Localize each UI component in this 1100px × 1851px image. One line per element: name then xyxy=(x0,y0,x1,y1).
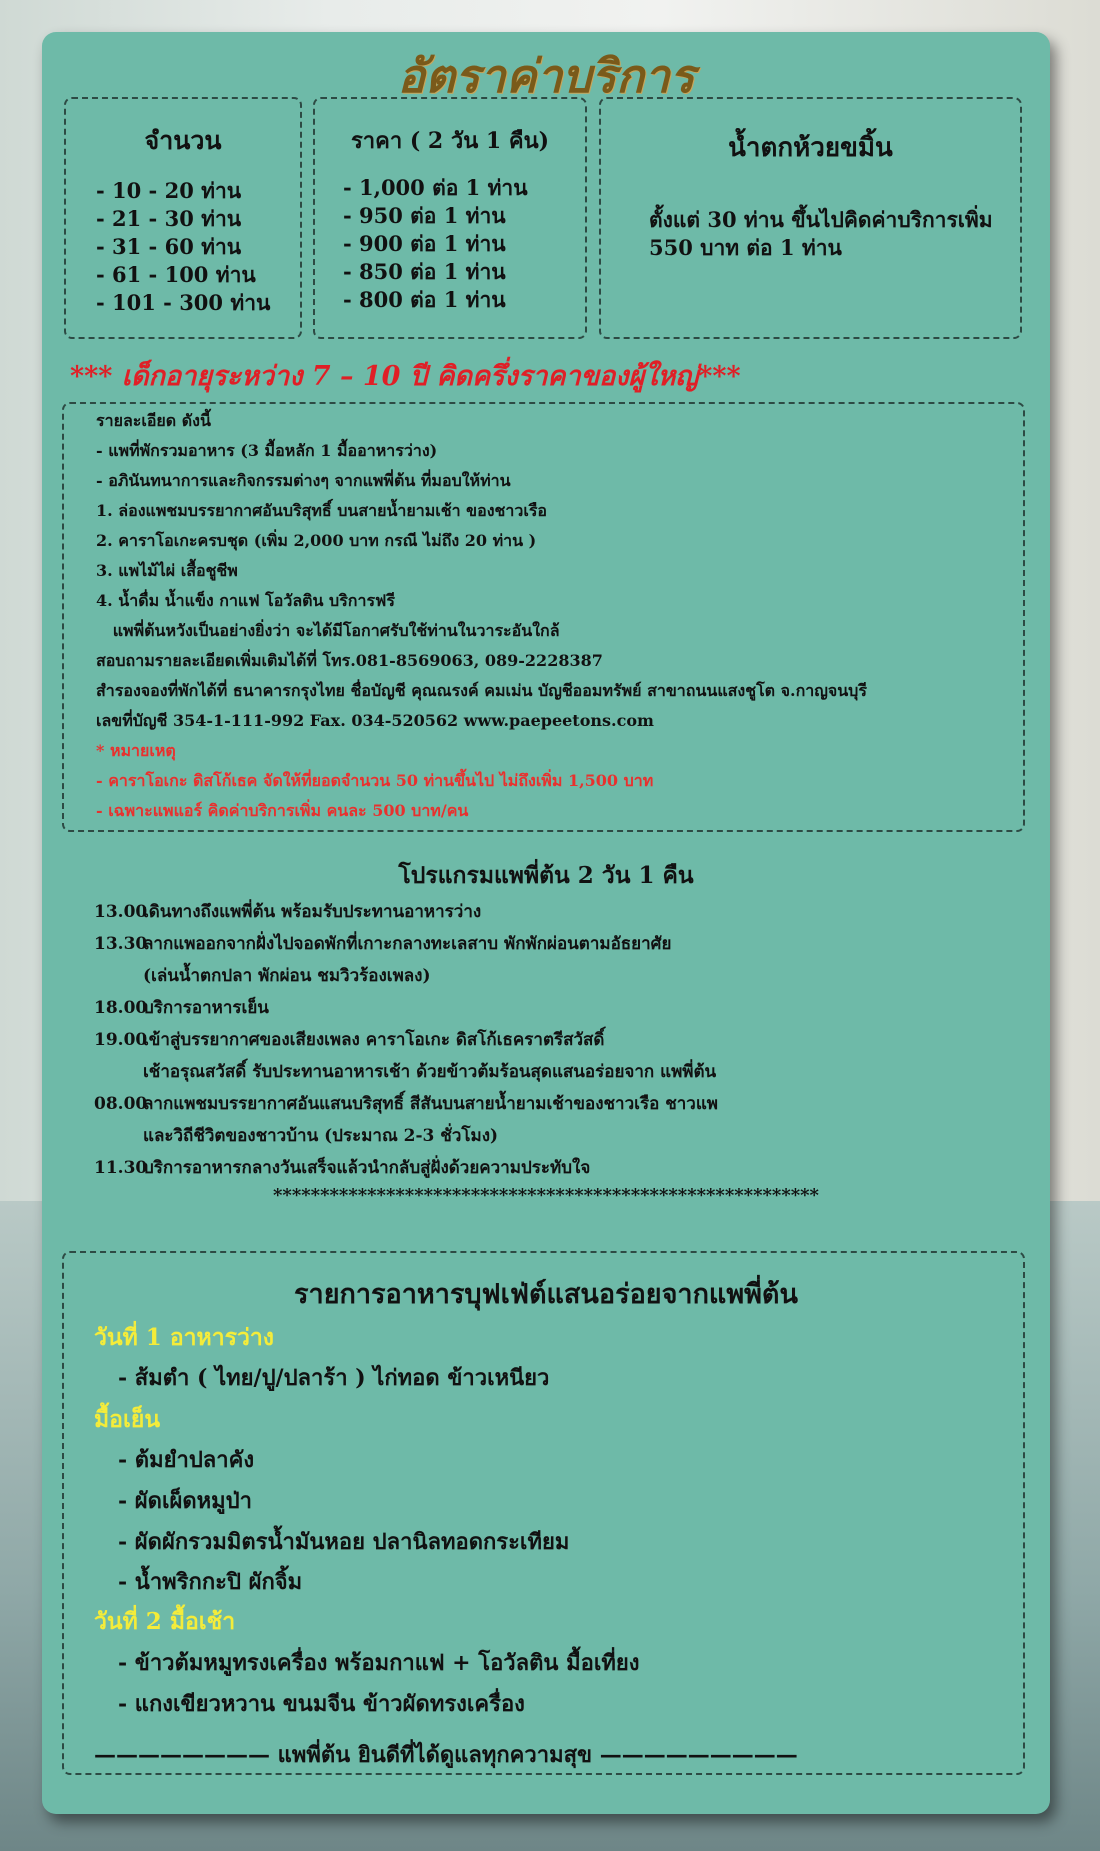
detail-line: 2. คาราโอเกะครบชุด (เพิ่ม 2,000 บาท กรณี ไม่ถึง 20 ท่าน ) xyxy=(96,531,537,550)
program-time: 19.00 xyxy=(94,1030,148,1050)
waterfall-line: ตั้งแต่ 30 ท่าน ขึ้นไปคิดค่าบริการเพิ่ม xyxy=(649,207,993,232)
page-title: อัตราค่าบริการ xyxy=(397,49,695,103)
program-row xyxy=(94,898,481,925)
contact-phone: สอบถามรายละเอียดเพิ่มเติมได้ที่ โทร.081-8569063, 089-2228387 xyxy=(96,651,603,670)
menu-item: - น้ำพริกกะปิ ผักจิ้ม xyxy=(118,1569,303,1595)
price-list xyxy=(343,174,585,314)
program-text: และวิถีชีวิตของชาวบ้าน (ประมาณ 2-3 ชั่วโมง) xyxy=(143,1126,499,1146)
list-item: - 900 ต่อ 1 ท่าน xyxy=(343,231,506,256)
list-item: - 61 - 100 ท่าน xyxy=(96,262,256,287)
program-row xyxy=(94,1122,498,1149)
program-text: (เล่นน้ำตกปลา พักผ่อน ชมวิวร้องเพลง) xyxy=(143,966,431,986)
list-item: - 950 ต่อ 1 ท่าน xyxy=(343,203,506,228)
program-time: 13.30 xyxy=(94,934,148,954)
detail-line: 1. ล่องแพชมบรรยากาศอันบริสุทธิ์ บนสายน้ำยามเช้า ของชาวเรือ xyxy=(96,501,548,520)
price-header: ราคา ( 2 วัน 1 คืน) xyxy=(350,128,550,154)
program-row xyxy=(94,1026,604,1053)
bank-info: สำรองจองที่พักได้ที่ ธนาคารกรุงไทย ชื่อบัญชี คุณณรงค์ คมเม่น บัญชีออมทรัพย์ สาขาถนนแสงชูโต จ.กาญจนบุรี xyxy=(96,681,867,700)
waterfall-text xyxy=(649,206,1020,262)
program-text: บริการอาหารกลางวันเสร็จแล้วนำกลับสู่ฝั่งด้วยความประทับใจ xyxy=(143,1158,591,1178)
menu-item: - ผัดเผ็ดหมูป่า xyxy=(118,1488,252,1514)
closing-line: ———————— แพพี่ต้น ยินดีที่ได้ดูแลทุกความสุข ————————— xyxy=(94,1742,798,1768)
remark-heading: * หมายเหตุ xyxy=(96,741,176,760)
menu-dinner-heading: มื้อเย็น xyxy=(94,1406,161,1433)
program-row xyxy=(94,994,269,1021)
rate-card xyxy=(42,32,1050,1814)
waterfall-line: 550 บาท ต่อ 1 ท่าน xyxy=(649,235,842,260)
detail-line: 4. น้ำดื่ม น้ำแข็ง กาแฟ โอวัลติน บริการฟรี xyxy=(96,591,395,610)
program-text: เช้าอรุณสวัสดิ์ รับประทานอาหารเช้า ด้วยข้าวต้มร้อนสุดแสนอร่อยจาก แพพี่ต้น xyxy=(143,1062,717,1082)
menu-item: - ส้มตำ ( ไทย/ปู/ปลาร้า ) ไก่ทอด ข้าวเหนียว xyxy=(118,1365,550,1391)
menu-item: - ผัดผักรวมมิตรน้ำมันหอย ปลานิลทอดกระเทียม xyxy=(118,1529,570,1555)
detail-line: - แพที่พักรวมอาหาร (3 มื้อหลัก 1 มื้ออาหารว่าง) xyxy=(96,441,438,460)
program-row xyxy=(94,962,431,989)
quantity-box xyxy=(64,97,302,339)
program-time: 18.00 xyxy=(94,998,148,1018)
menu-item: - แกงเขียวหวาน ขนมจีน ข้าวผัดทรงเครื่อง xyxy=(118,1691,525,1717)
program-text: เดินทางถึงแพพี่ต้น พร้อมรับประทานอาหารว่าง xyxy=(143,902,482,922)
kid-price-note: *** เด็กอายุระหว่าง 7 – 10 ปี คิดครึ่งราคาของผู้ใหญ่*** xyxy=(70,361,741,392)
details-box xyxy=(62,402,1025,832)
program-time: 11.30 xyxy=(94,1158,148,1178)
remark-line: - เฉพาะแพแอร์ คิดค่าบริการเพิ่ม คนละ 500 บาท/คน xyxy=(96,801,469,820)
program-title: โปรแกรมแพพี่ต้น 2 วัน 1 คืน xyxy=(398,862,694,889)
menu-title: รายการอาหารบุฟเฟ่ต์แสนอร่อยจากแพพี่ต้น xyxy=(294,1279,798,1310)
program-text: เข้าสู่บรรยากาศของเสียงเพลง คาราโอเกะ ดิสโก้เธคราตรีสวัสดิ์ xyxy=(143,1030,605,1050)
quantity-list xyxy=(96,177,300,317)
detail-line: แพพี่ต้นหวังเป็นอย่างยิ่งว่า จะได้มีโอกาศรับใช้ท่านในวาระอันใกล้ xyxy=(96,621,560,640)
list-item: - 10 - 20 ท่าน xyxy=(96,178,242,203)
list-item: - 21 - 30 ท่าน xyxy=(96,206,242,231)
menu-item: - ข้าวต้มหมูทรงเครื่อง พร้อมกาแฟ + โอวัลติน มื้อเที่ยง xyxy=(118,1650,640,1676)
waterfall-box xyxy=(599,97,1022,339)
list-item: - 1,000 ต่อ 1 ท่าน xyxy=(343,175,528,200)
list-item: - 31 - 60 ท่าน xyxy=(96,234,242,259)
program-time: 13.00 xyxy=(94,902,148,922)
detail-line: 3. แพไม้ไผ่ เสื้อชูชีพ xyxy=(96,561,238,580)
program-text: บริการอาหารเย็น xyxy=(143,998,269,1018)
program-row xyxy=(94,1090,718,1117)
program-row xyxy=(94,930,671,957)
detail-line: รายละเอียด ดังนี้ xyxy=(96,411,211,430)
program-text: ลากแพออกจากฝั่งไปจอดพักที่เกาะกลางทะเลสาบ พักพักผ่อนตามอัธยาศัย xyxy=(143,934,672,954)
program-row xyxy=(94,1058,716,1085)
program-time: 08.00 xyxy=(94,1094,148,1114)
list-item: - 800 ต่อ 1 ท่าน xyxy=(343,287,506,312)
list-item: - 850 ต่อ 1 ท่าน xyxy=(343,259,506,284)
remark-line: - คาราโอเกะ ดิสโก้เธค จัดให้ที่ยอดจำนวน 50 ท่านขึ้นไป ไม่ถึงเพิ่ม 1,500 บาท xyxy=(96,771,654,790)
program-row xyxy=(94,1154,590,1181)
program-text: ลากแพชมบรรยากาศอันแสนบริสุทธิ์ สีสันบนสายน้ำยามเช้าของชาวเรือ ชาวแพ xyxy=(143,1094,719,1114)
menu-item: - ต้มยำปลาคัง xyxy=(118,1447,255,1473)
menu-day1-snack-heading: วันที่ 1 อาหารว่าง xyxy=(94,1324,275,1351)
stars-divider: ********************************************************** xyxy=(273,1185,819,1206)
account-info: เลขที่บัญชี 354-1-111-992 Fax. 034-520562 www.paepeetons.com xyxy=(96,711,654,730)
quantity-header: จำนวน xyxy=(144,126,222,155)
menu-day2-heading: วันที่ 2 มื้อเช้า xyxy=(94,1608,236,1635)
list-item: - 101 - 300 ท่าน xyxy=(96,290,271,315)
price-box xyxy=(313,97,587,339)
waterfall-header: น้ำตกห้วยขมิ้น xyxy=(728,133,893,163)
detail-line: - อภินันทนาการและกิจกรรมต่างๆ จากแพพี่ต้น ที่มอบให้ท่าน xyxy=(96,471,511,490)
